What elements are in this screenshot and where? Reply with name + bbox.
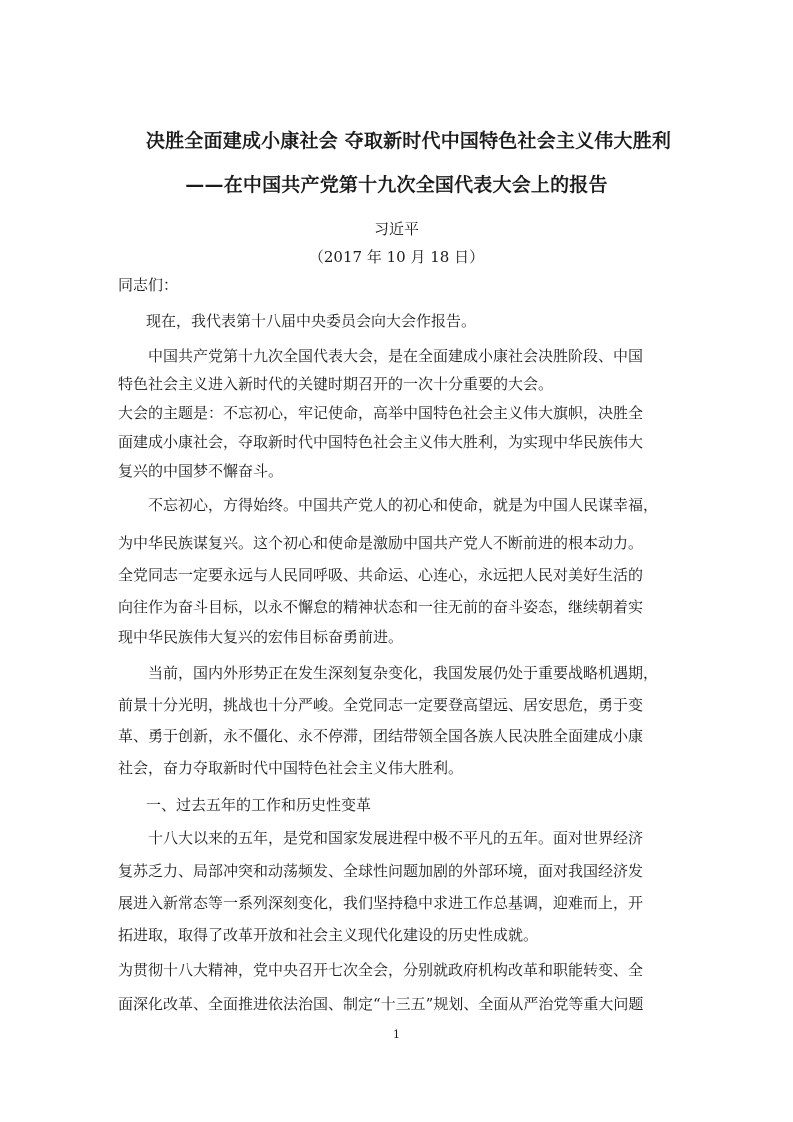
body-line: 十八大以来的五年，是党和国家发展进程中极不平凡的五年。面对世界经济 [148, 829, 644, 847]
body-line: 面建成小康社会，夺取新时代中国特色社会主义伟大胜利，为实现中华民族伟大 [118, 433, 644, 451]
body-line: 革、勇于创新，永不僵化、永不停滞，团结带领全国各族人民决胜全面建成小康 [118, 727, 644, 745]
report-date: （2017 年 10 月 18 日） [308, 248, 485, 266]
body-line: 为贯彻十八大精神，党中央召开七次全会，分别就政府机构改革和职能转变、全 [118, 961, 644, 979]
body-line: 不忘初心，方得始终。中国共产党人的初心和使命，就是为中国人民谋幸福， [148, 496, 659, 514]
body-line: 当前，国内外形势正在发生深刻复杂变化，我国发展仍处于重要战略机遇期， [148, 664, 659, 682]
document-title: 决胜全面建成小康社会 夺取新时代中国特色社会主义伟大胜利 [145, 130, 672, 152]
body-line: 社会，奋力夺取新时代中国特色社会主义伟大胜利。 [118, 759, 464, 777]
body-line: 面深化改革、全面推进依法治国、制定“十三五”规划、全面从严治党等重大问题 [118, 995, 644, 1013]
author: 习近平 [373, 220, 419, 238]
document-subtitle: ——在中国共产党第十九次全国代表大会上的报告 [185, 174, 608, 196]
body-line: 现在，我代表第十八届中央委员会向大会作报告。 [146, 312, 477, 330]
body-line: 向往作为奋斗目标，以永不懈怠的精神状态和一往无前的奋斗姿态，继续朝着实 [118, 598, 644, 616]
body-line: 特色社会主义进入新时代的关键时期召开的一次十分重要的大会。 [118, 375, 554, 393]
body-line: 展进入新常态等一系列深刻变化，我们坚持稳中求进工作总基调，迎难而上，开 [118, 894, 644, 912]
body-line: 拓进取，取得了改革开放和社会主义现代化建设的历史性成就。 [118, 926, 539, 944]
section-heading: 一、过去五年的工作和历史性变革 [146, 796, 372, 814]
body-line: 全党同志一定要永远与人民同呼吸、共命运、心连心，永远把人民对美好生活的 [118, 566, 644, 584]
body-line: 复苏乏力、局部冲突和动荡频发、全球性问题加剧的外部环境，面对我国经济发 [118, 862, 644, 880]
body-line: 前景十分光明，挑战也十分严峻。全党同志一定要登高望远、居安思危，勇于变 [118, 696, 644, 714]
body-line: 大会的主题是：不忘初心，牢记使命，高举中国特色社会主义伟大旗帜，决胜全 [118, 404, 644, 422]
body-line: 中国共产党第十九次全国代表大会，是在全面建成小康社会决胜阶段、中国 [148, 347, 644, 365]
body-line: 复兴的中国梦不懈奋斗。 [118, 462, 284, 480]
salutation: 同志们： [118, 276, 179, 294]
body-line: 现中华民族伟大复兴的宏伟目标奋勇前进。 [118, 628, 404, 646]
body-line: 为中华民族谋复兴。这个初心和使命是激励中国共产党人不断前进的根本动力。 [118, 534, 644, 552]
page-number: 1 [393, 1028, 400, 1041]
